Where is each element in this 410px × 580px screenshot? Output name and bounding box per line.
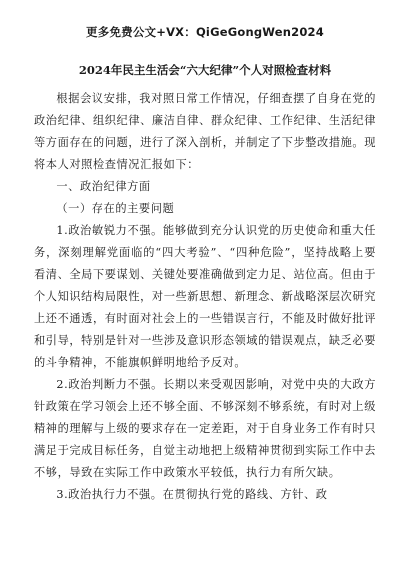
intro-paragraph: 根据会议安排，我对照日常工作情况，仔细查摆了自身在党的政治纪律、组织纪律、廉洁自律、群众纪律、工作纪律、生活纪律等方面存在的问题，进行了深入剖析，并制定了下步整改措施。现将本人对照检查情况汇报如下： bbox=[34, 92, 376, 171]
promo-banner: 更多免费公文+VX：QiGeGongWen2024 bbox=[86, 25, 324, 39]
problem-item-1: 1.政治敏锐力不强。能够做到充分认识党的历史使命和重大任务，深刻理解党面临的“四大考验”、“四种危险”，坚持战略上要看清、全局下要谋划、关键处要准确做到定力足、站位高。但由于个人知识结构局限性，对一些新思想、新理念、新战略深层次研究上还不通透，有时面对社会上的一些错误言行，不能及时做好批评和引导，特别是针对一些涉及意识形态领域的错误观点，缺乏必要的斗争精神，不能旗帜鲜明地给予反对。 bbox=[34, 224, 376, 369]
section-heading-political-discipline: 一、政治纪律方面 bbox=[56, 180, 151, 193]
subsection-heading-main-problems: （一）存在的主要问题 bbox=[56, 202, 175, 215]
document-title: 2024年民主生活会“六大纪律”个人对照检查材料 bbox=[78, 63, 332, 77]
problem-item-2: 2.政治判断力不强。长期以来受观因影响，对党中央的大政方针政策在学习领会上还不够全面、不够深刻不够系统，有时对上级精神的理解与上级的要求存在一定差距，对于自身业务工作有时只满足于完成目标任务，自觉主动地把上级精神贯彻到实际工作中去不够，导致在实际工作中政策水平较低，执行力有所欠缺。 bbox=[34, 378, 376, 479]
problem-item-3: 3.政治执行力不强。在贯彻执行党的路线、方针、政 bbox=[56, 488, 328, 501]
